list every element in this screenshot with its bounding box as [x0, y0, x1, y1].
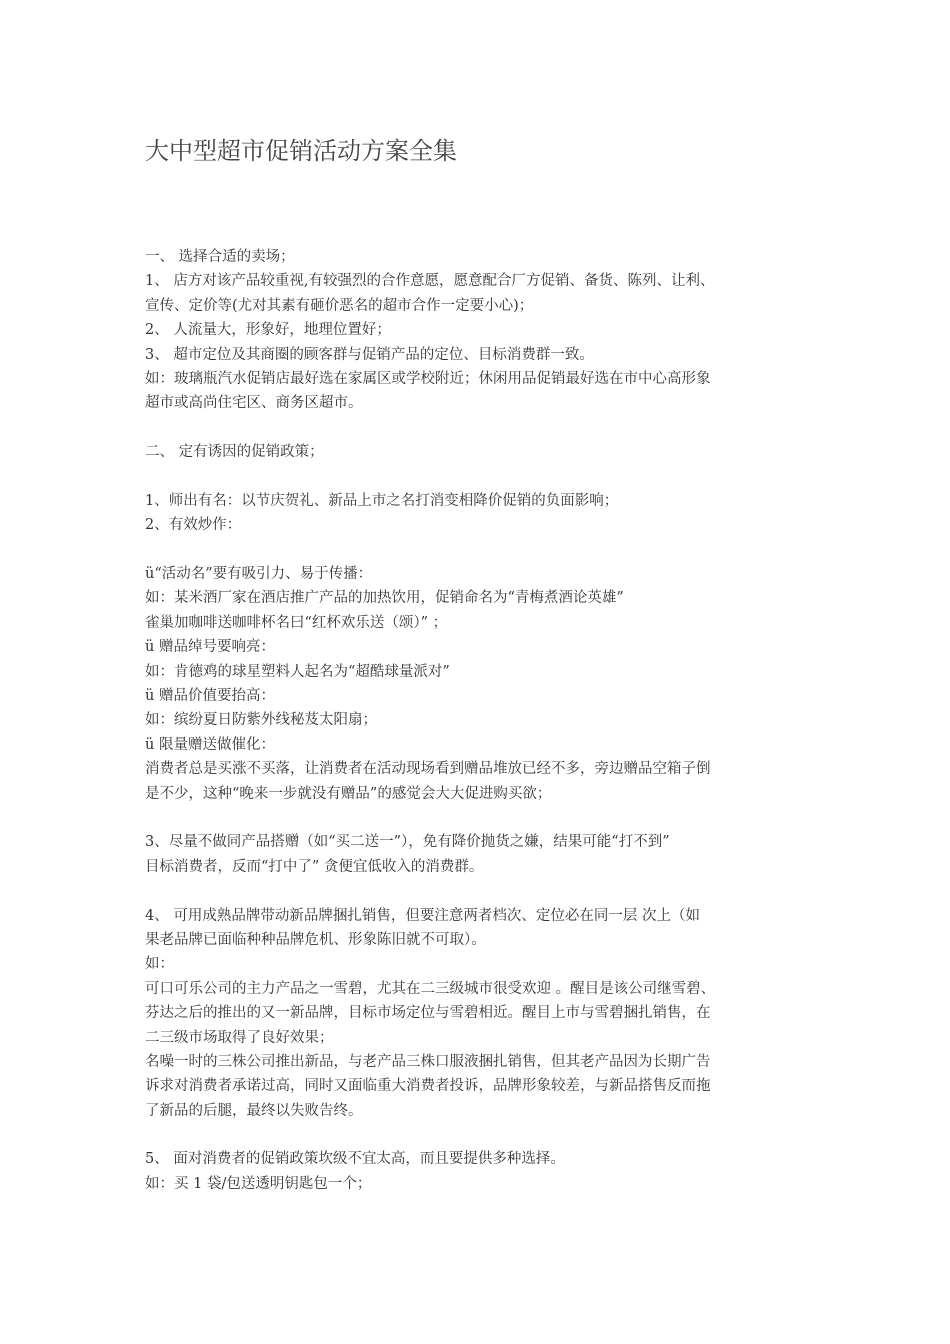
paragraph-line: 名噪一时的三株公司推出新品，与老产品三株口服液捆扎销售，但其老产品因为长期广告	[145, 1053, 711, 1070]
blank-line	[145, 538, 805, 562]
paragraph-line: 如：玻璃瓶汽水促销店最好选在家属区或学校附近；休闲用品促销最好选在市中心高形象	[145, 370, 711, 387]
paragraph-line: 2、 人流量大，形象好，地理位置好；	[145, 322, 391, 339]
paragraph-line: 1、 店方对该产品较重视,有较强烈的合作意愿，愿意配合厂方促销、备货、陈列、让利、	[145, 273, 715, 290]
paragraph-line: 3、尽量不做同产品搭赠（如“买二送一”），免有降价抛货之嫌，结果可能“打不到”	[145, 834, 670, 851]
paragraph-line: 如：缤纷夏日防紫外线秘芨太阳扇；	[145, 712, 377, 729]
paragraph-line: 5、 面对消费者的促销政策坎级不宜太高，而且要提供多种选择。	[145, 1151, 565, 1168]
paragraph-line: ü“活动名”要有吸引力、易于传播：	[145, 566, 373, 583]
paragraph-line: 一、 选择合适的卖场；	[145, 249, 295, 265]
paragraph-line: 果老品牌已面临种种品牌危机、形象陈旧就不可取）。	[145, 931, 486, 948]
blank-line	[145, 879, 805, 903]
document-body	[145, 245, 805, 1196]
paragraph-line: 超市或高尚住宅区、商务区超市。	[145, 395, 363, 412]
paragraph-line: ü 限量赠送做催化：	[145, 736, 275, 753]
paragraph-line: 如：	[145, 956, 174, 973]
paragraph-line: 1、师出有名：以节庆贺礼、新品上市之名打消变相降价促销的负面影响；	[145, 492, 619, 509]
paragraph-line: 2、有效炒作：	[145, 517, 242, 534]
paragraph-line: 消费者总是买涨不买落，让消费者在活动现场看到赠品堆放已经不多，旁边赠品空箱子倒	[145, 761, 711, 778]
paragraph-line: 如：某米酒厂家在酒店推广产品的加热饮用，促销命名为“青梅煮酒论英雄”	[145, 590, 624, 607]
paragraph-line: ü 赠品价值要抬高：	[145, 688, 275, 705]
paragraph-line: 如：买 1 袋/包送透明钥匙包一个；	[145, 1175, 372, 1192]
paragraph-line: ü 赠品绰号要响亮：	[145, 639, 275, 656]
paragraph-line: 芬达之后的推出的又一新品牌，目标市场定位与雪碧相近。醒目上市与雪碧捆扎销售，在	[145, 1005, 711, 1022]
paragraph-line: 二、 定有诱因的促销政策；	[145, 444, 324, 461]
paragraph-line: 雀巢加咖啡送咖啡杯名曰“红杯欢乐送（颂）” ；	[145, 614, 448, 631]
paragraph-line: 目标消费者，反而“打中了” 贪便宜低收入的消费群。	[145, 858, 484, 875]
paragraph-line: 宣传、定价等(尤对其素有砸价恶名的超市合作一定要小心)；	[145, 297, 534, 314]
blank-line	[145, 806, 805, 830]
paragraph-line: 诉求对消费者承诺过高，同时又面临重大消费者投诉，品牌形象较差，与新品搭售反而拖	[145, 1078, 711, 1095]
paragraph-line: 如：肯德鸡的球星塑料人起名为“超酷球量派对”	[145, 663, 450, 680]
paragraph-line: 可口可乐公司的主力产品之一雪碧，尤其在二三级城市很受欢迎 。醒目是该公司继雪碧、	[145, 980, 716, 997]
paragraph-line: 是不少，这种“晚来一步就没有赠品”的感觉会大大促进购买欲；	[145, 785, 552, 802]
paragraph-line: 二三级市场取得了良好效果；	[145, 1029, 334, 1046]
blank-line	[145, 1123, 805, 1147]
paragraph-line: 了新品的后腿，最终以失败告终。	[145, 1102, 363, 1119]
paragraph-line: 3、 超市定位及其商圈的顾客群与促销产品的定位、目标消费群一致。	[145, 346, 594, 363]
blank-line	[145, 416, 805, 440]
blank-line	[145, 465, 805, 489]
paragraph-line: 4、 可用成熟品牌带动新品牌捆扎销售，但要注意两者档次、定位必在同一层 次上（如	[145, 907, 700, 924]
document-title: 大中型超市促销活动方案全集	[145, 137, 457, 165]
